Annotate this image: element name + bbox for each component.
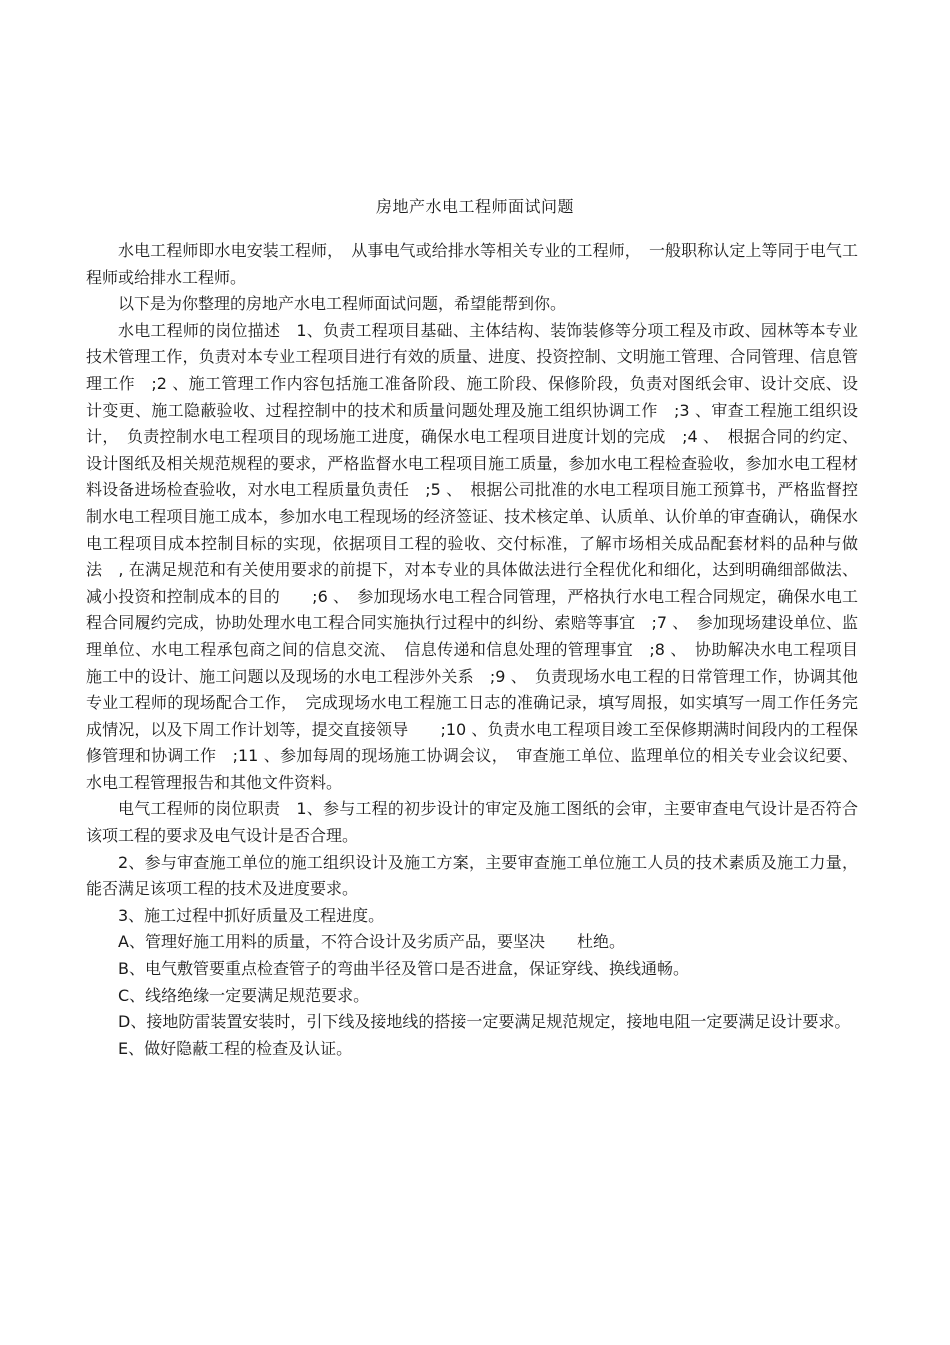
paragraph-item-d: D、接地防雷装置安装时，引下线及接地线的搭接一定要满足规范规定，接地电阻一定要满足设计要求。 [118,1012,851,1032]
paragraph-duty-3: 3、施工过程中抓好质量及工程进度。 [118,905,385,925]
paragraph-item-e: E、做好隐蔽工程的检查及认证。 [118,1038,353,1058]
paragraph-item-b: B、电气敷管要重点检查管子的弯曲半径及管口是否进盒，保证穿线、换线通畅。 [118,959,689,979]
paragraph-electrical-duties: 电气工程师的岗位职责 1、参与工程的初步设计的审定及施工图纸的会审，主要审查电气设计是否符合该项工程的要求及电气设计是否合理。 [86,799,858,846]
paragraph-job-description: 水电工程师的岗位描述 1、负责工程项目基础、主体结构、装饰装修等分项工程及市政、园林等本专业技术管理工作，负责对本专业工程项目进行有效的质量、进度、投资控制、文明施工管理、合同管理、信息管理工作 ;2 、施工管理工作内容包括施工准备阶段、施工阶段、保修阶段，负责对图纸会审、设计交底、设计变更、施工隐蔽验收、过程控制中的技术和质量问题处理及施工组织协调工作 ;3 、审查工程施工组织设计， 负责控制水电工程项目的现场施工进度，确保水电工程项目进度计划的完成 ;4 、 根据合同的约定、设计图纸及相关规范规程的要求，严格监督水电工程项目施工质量，参加水电工程检查验收，参加水电工程材料设备进场检查验收，对水电工程质量负责任 ;5 、 根据公司批准的水电工程项目施工预算书，严格监督控制水电工程项目施工成本，参加水电工程现场的经济签证、技术核定单、认质单、认价单的审查确认，确保水电工程项目成本控制目标的实现，依据项目工程的验收、交付标准，了解市场相关成品配套材料的品种与做法 , 在满足规范和有关使用要求的前提下，对本专业的具体做法进行全程优化和细化，达到明确细部做法、减小投资和控制成本的目的 ;6 、 参加现场水电工程合同管理，严格执行水电工程合同规定，确保水电工程合同履约完成，协助处理水电工程合同实施执行过程中的纠纷、索赔等事宜 ;7 、 参加现场建设单位、监理单位、水电工程承包商之间的信息交流、 信息传递和信息处理的管理事宜 ;8 、 协助解决水电工程项目施工中的设计、施工问题以及现场的水电工程涉外关系 ;9 、 负责现场水电工程的日常管理工作，协调其他专业工程师的现场配合工作， 完成现场水电工程施工日志的准确记录，填写周报，如实填写一周工作任务完成情况，以及下周工作计划等，提交直接领导 ;10 、负责水电工程项目竣工至保修期满时间段内的工程保修管理和协调工作 ;11 、参加每周的现场施工协调会议， 审查施工单位、监理单位的相关专业会议纪要、水电工程管理报告和其他文件资料。 [86,320,858,792]
paragraph-duty-2: 2、参与审查施工单位的施工组织设计及施工方案，主要审查施工单位施工人员的技术素质及施工力量，能否满足该项工程的技术及进度要求。 [86,852,858,899]
document-body [86,238,858,1062]
paragraph-summary: 以下是为你整理的房地产水电工程师面试问题，希望能帮到你。 [118,294,567,314]
paragraph-intro: 水电工程师即水电安装工程师， 从事电气或给排水等相关专业的工程师， 一般职称认定上等同于电气工程师或给排水工程师。 [86,241,858,287]
document-title: 房地产水电工程师面试问题 [375,197,574,216]
paragraph-item-c: C、线络绝缘一定要满足规范要求。 [118,985,370,1005]
paragraph-item-a: A、管理好施工用料的质量，不符合设计及劣质产品，要坚决 杜绝。 [118,932,625,952]
